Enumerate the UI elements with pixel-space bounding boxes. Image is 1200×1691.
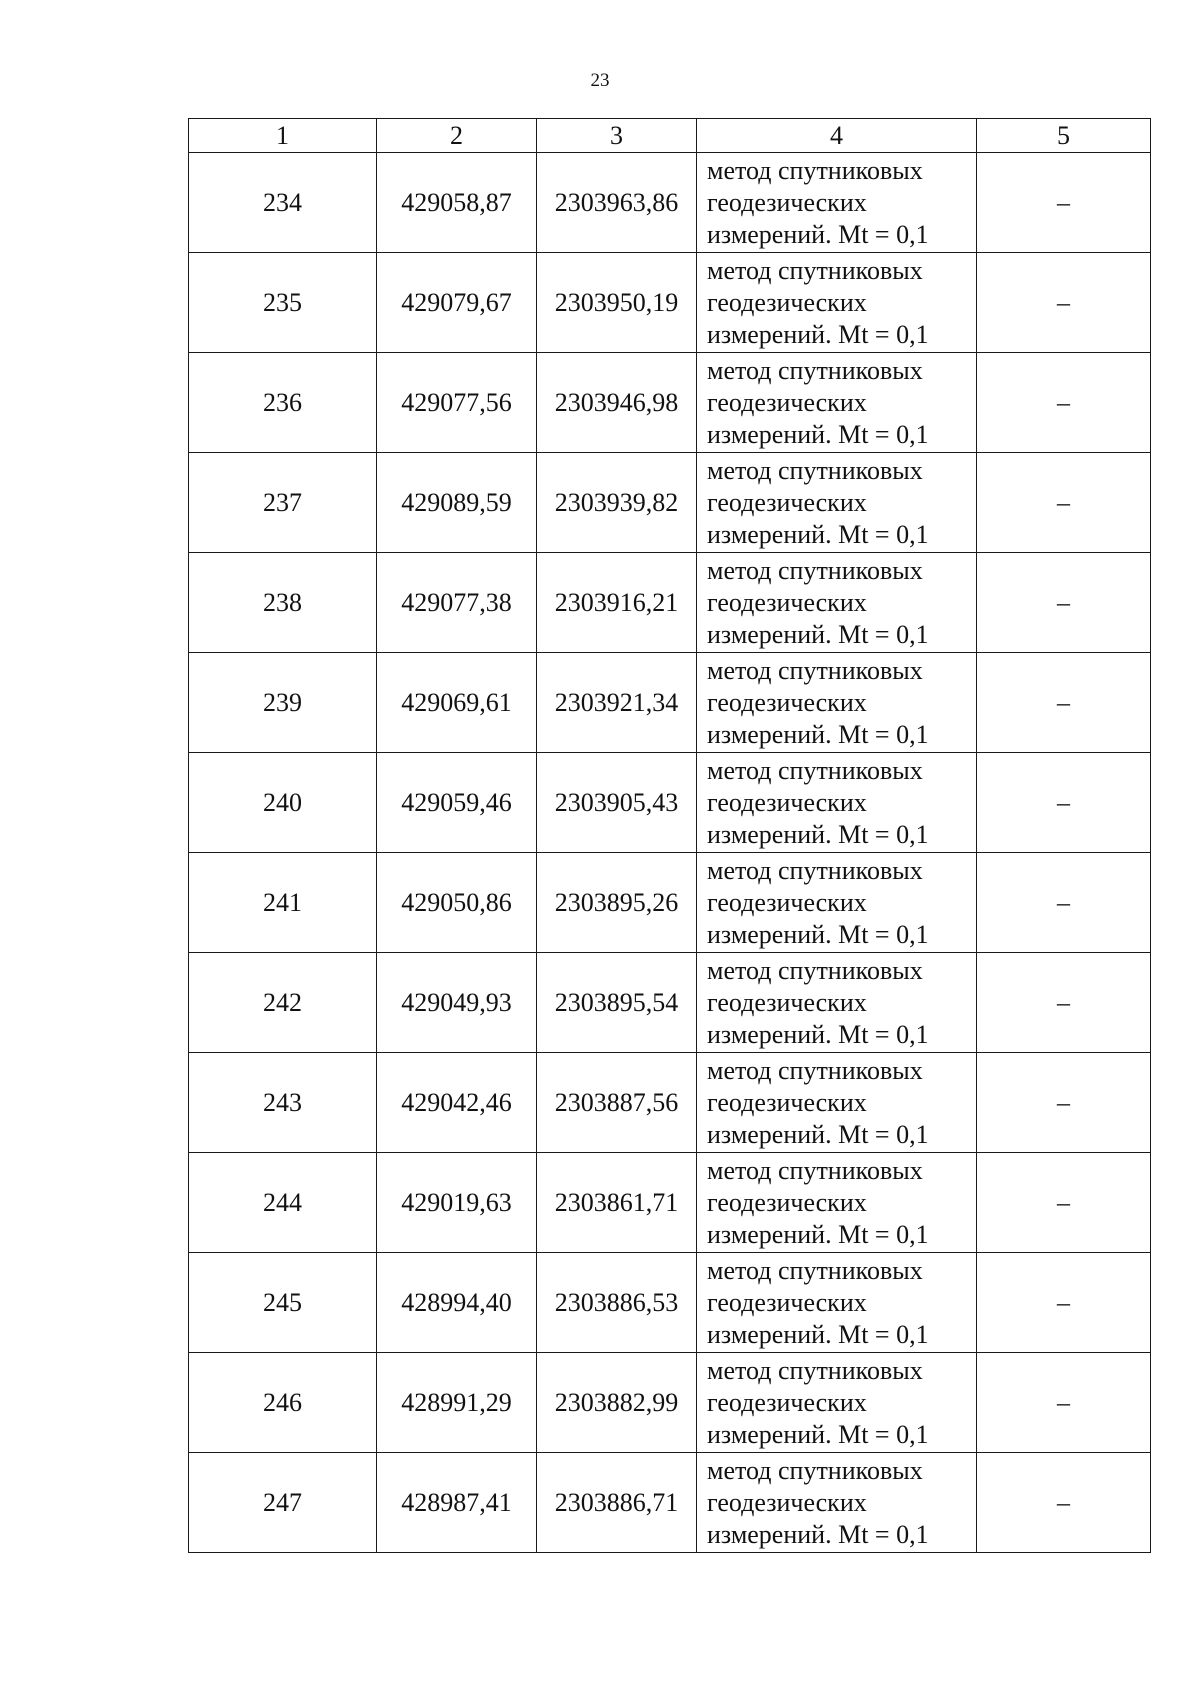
header-col-2: 2 bbox=[377, 119, 537, 153]
method-cell bbox=[697, 553, 977, 653]
x-coordinate-cell: 429042,46 bbox=[377, 1053, 537, 1153]
point-cell: 237 bbox=[189, 453, 377, 553]
description-cell: – bbox=[977, 1453, 1151, 1553]
point-cell: 242 bbox=[189, 953, 377, 1053]
method-text-line: метод спутниковых bbox=[707, 155, 923, 185]
method-text-line: геодезических bbox=[707, 587, 867, 617]
y-coordinate-cell: 2303939,82 bbox=[537, 453, 697, 553]
table-row bbox=[189, 1453, 1151, 1553]
method-text-line: геодезических bbox=[707, 487, 867, 517]
y-coordinate-cell: 2303895,26 bbox=[537, 853, 697, 953]
table-row bbox=[189, 753, 1151, 853]
header-col-3: 3 bbox=[537, 119, 697, 153]
method-text-line: геодезических bbox=[707, 387, 867, 417]
method-text-line: геодезических bbox=[707, 987, 867, 1017]
description-cell: – bbox=[977, 1053, 1151, 1153]
description-cell: – bbox=[977, 1253, 1151, 1353]
y-coordinate-cell: 2303921,34 bbox=[537, 653, 697, 753]
method-cell bbox=[697, 353, 977, 453]
point-cell: 234 bbox=[189, 153, 377, 253]
description-cell: – bbox=[977, 553, 1151, 653]
x-coordinate-cell: 429077,38 bbox=[377, 553, 537, 653]
method-text-line: измерений. Mt = 0,1 bbox=[707, 1319, 929, 1349]
x-coordinate-cell: 429049,93 bbox=[377, 953, 537, 1053]
method-text-line: геодезических bbox=[707, 887, 867, 917]
description-cell: – bbox=[977, 853, 1151, 953]
table-row bbox=[189, 1353, 1151, 1453]
method-text-line: метод спутниковых bbox=[707, 555, 923, 585]
method-text-line: метод спутниковых bbox=[707, 255, 923, 285]
method-cell bbox=[697, 453, 977, 553]
description-cell: – bbox=[977, 1153, 1151, 1253]
y-coordinate-cell: 2303950,19 bbox=[537, 253, 697, 353]
x-coordinate-cell: 429077,56 bbox=[377, 353, 537, 453]
method-text-line: метод спутниковых bbox=[707, 655, 923, 685]
y-coordinate-cell: 2303963,86 bbox=[537, 153, 697, 253]
point-cell: 236 bbox=[189, 353, 377, 453]
x-coordinate-cell: 429050,86 bbox=[377, 853, 537, 953]
header-col-1: 1 bbox=[189, 119, 377, 153]
point-cell: 246 bbox=[189, 1353, 377, 1453]
method-text-line: геодезических bbox=[707, 787, 867, 817]
description-cell: – bbox=[977, 653, 1151, 753]
method-text-line: измерений. Mt = 0,1 bbox=[707, 719, 929, 749]
method-text-line: геодезических bbox=[707, 1387, 867, 1417]
method-text-line: метод спутниковых bbox=[707, 1355, 923, 1385]
method-text-line: метод спутниковых bbox=[707, 455, 923, 485]
point-cell: 245 bbox=[189, 1253, 377, 1353]
method-text-line: измерений. Mt = 0,1 bbox=[707, 219, 929, 249]
description-cell: – bbox=[977, 753, 1151, 853]
y-coordinate-cell: 2303895,54 bbox=[537, 953, 697, 1053]
method-text-line: метод спутниковых bbox=[707, 355, 923, 385]
description-cell: – bbox=[977, 253, 1151, 353]
table-row bbox=[189, 353, 1151, 453]
point-cell: 238 bbox=[189, 553, 377, 653]
table-body bbox=[189, 153, 1151, 1553]
method-text-line: геодезических bbox=[707, 1087, 867, 1117]
x-coordinate-cell: 429069,61 bbox=[377, 653, 537, 753]
coordinates-table bbox=[188, 118, 1151, 1553]
method-cell bbox=[697, 1153, 977, 1253]
y-coordinate-cell: 2303861,71 bbox=[537, 1153, 697, 1253]
y-coordinate-cell: 2303886,53 bbox=[537, 1253, 697, 1353]
method-cell bbox=[697, 1353, 977, 1453]
method-cell bbox=[697, 253, 977, 353]
method-text-line: измерений. Mt = 0,1 bbox=[707, 1419, 929, 1449]
description-cell: – bbox=[977, 1353, 1151, 1453]
method-text-line: метод спутниковых bbox=[707, 955, 923, 985]
y-coordinate-cell: 2303916,21 bbox=[537, 553, 697, 653]
method-cell bbox=[697, 753, 977, 853]
method-text-line: метод спутниковых bbox=[707, 1455, 923, 1485]
method-text-line: измерений. Mt = 0,1 bbox=[707, 1219, 929, 1249]
x-coordinate-cell: 429019,63 bbox=[377, 1153, 537, 1253]
method-text-line: метод спутниковых bbox=[707, 755, 923, 785]
y-coordinate-cell: 2303882,99 bbox=[537, 1353, 697, 1453]
y-coordinate-cell: 2303887,56 bbox=[537, 1053, 697, 1153]
method-text-line: геодезических bbox=[707, 287, 867, 317]
point-cell: 247 bbox=[189, 1453, 377, 1553]
table-row bbox=[189, 553, 1151, 653]
method-cell bbox=[697, 153, 977, 253]
table-row bbox=[189, 153, 1151, 253]
table-row bbox=[189, 453, 1151, 553]
page-number: 23 bbox=[590, 70, 610, 91]
x-coordinate-cell: 428994,40 bbox=[377, 1253, 537, 1353]
method-text-line: геодезических bbox=[707, 1487, 867, 1517]
x-coordinate-cell: 429059,46 bbox=[377, 753, 537, 853]
method-text-line: измерений. Mt = 0,1 bbox=[707, 319, 929, 349]
method-text-line: геодезических bbox=[707, 687, 867, 717]
point-cell: 243 bbox=[189, 1053, 377, 1153]
method-cell bbox=[697, 1053, 977, 1153]
method-text-line: измерений. Mt = 0,1 bbox=[707, 419, 929, 449]
table-row bbox=[189, 1053, 1151, 1153]
description-cell: – bbox=[977, 453, 1151, 553]
method-text-line: метод спутниковых bbox=[707, 1255, 923, 1285]
description-cell: – bbox=[977, 953, 1151, 1053]
method-text-line: измерений. Mt = 0,1 bbox=[707, 919, 929, 949]
y-coordinate-cell: 2303905,43 bbox=[537, 753, 697, 853]
table-row bbox=[189, 953, 1151, 1053]
method-cell bbox=[697, 653, 977, 753]
method-text-line: метод спутниковых bbox=[707, 1155, 923, 1185]
table-row bbox=[189, 253, 1151, 353]
header-col-5: 5 bbox=[977, 119, 1151, 153]
point-cell: 240 bbox=[189, 753, 377, 853]
description-cell: – bbox=[977, 353, 1151, 453]
method-cell bbox=[697, 953, 977, 1053]
x-coordinate-cell: 428987,41 bbox=[377, 1453, 537, 1553]
y-coordinate-cell: 2303886,71 bbox=[537, 1453, 697, 1553]
point-cell: 244 bbox=[189, 1153, 377, 1253]
method-text-line: измерений. Mt = 0,1 bbox=[707, 819, 929, 849]
method-text-line: измерений. Mt = 0,1 bbox=[707, 619, 929, 649]
x-coordinate-cell: 429079,67 bbox=[377, 253, 537, 353]
method-text-line: измерений. Mt = 0,1 bbox=[707, 1519, 929, 1549]
method-text-line: геодезических bbox=[707, 1187, 867, 1217]
table-row bbox=[189, 853, 1151, 953]
method-cell bbox=[697, 1253, 977, 1353]
x-coordinate-cell: 428991,29 bbox=[377, 1353, 537, 1453]
method-text-line: измерений. Mt = 0,1 bbox=[707, 1019, 929, 1049]
x-coordinate-cell: 429058,87 bbox=[377, 153, 537, 253]
method-text-line: измерений. Mt = 0,1 bbox=[707, 519, 929, 549]
description-cell: – bbox=[977, 153, 1151, 253]
table-row bbox=[189, 653, 1151, 753]
point-cell: 241 bbox=[189, 853, 377, 953]
table-row bbox=[189, 1253, 1151, 1353]
method-text-line: геодезических bbox=[707, 1287, 867, 1317]
method-text-line: геодезических bbox=[707, 187, 867, 217]
table-row bbox=[189, 1153, 1151, 1253]
method-cell bbox=[697, 853, 977, 953]
method-text-line: метод спутниковых bbox=[707, 1055, 923, 1085]
header-row bbox=[189, 119, 1151, 153]
method-text-line: измерений. Mt = 0,1 bbox=[707, 1119, 929, 1149]
point-cell: 239 bbox=[189, 653, 377, 753]
header-col-4: 4 bbox=[697, 119, 977, 153]
y-coordinate-cell: 2303946,98 bbox=[537, 353, 697, 453]
method-text-line: метод спутниковых bbox=[707, 855, 923, 885]
point-cell: 235 bbox=[189, 253, 377, 353]
x-coordinate-cell: 429089,59 bbox=[377, 453, 537, 553]
method-cell bbox=[697, 1453, 977, 1553]
